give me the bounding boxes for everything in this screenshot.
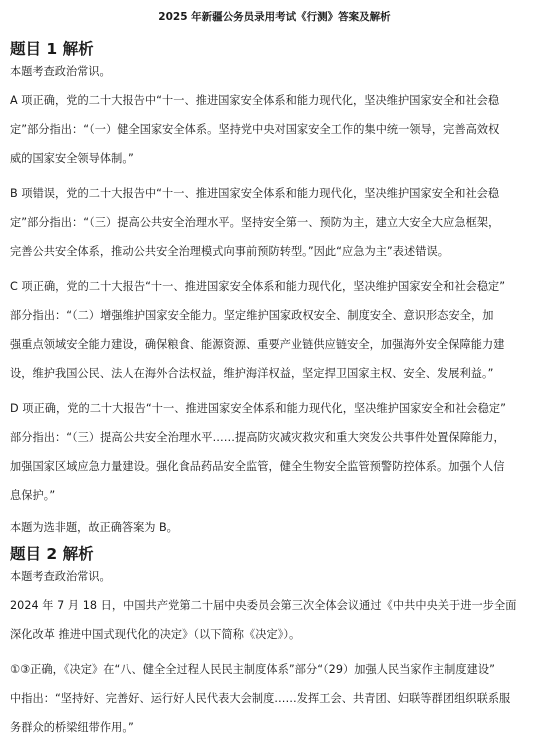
section-heading: 题目 2 解析 [10,545,94,563]
paragraph-line: 定”部分指出：“（一）健全国家安全体系。坚持党中央对国家安全工作的集中统一领导，完善高效权 [10,123,500,136]
document-title: 2025 年新疆公务员录用考试《行测》答案及解析 [158,11,391,23]
paragraph-background [10,591,535,649]
paragraph-line: 完善公共安全体系，推动公共安全治理模式向事前预防转型。”因此“应急为主”表述错误。 [10,245,449,258]
paragraph-line: 深化改革 推进中国式现代化的决定》（以下简称《决定》）。 [10,628,301,641]
paragraph-line: B 项错误，党的二十大报告中“十一、推进国家安全体系和能力现代化，坚决维护国家安全和社会稳 [10,187,500,200]
section-intro: 本题考查政治常识。 [10,65,111,78]
paragraph-option-a [10,86,535,173]
paragraph-line: 加强国家区域应急力量建设。强化食品药品安全监管，健全生物安全监管预警防控体系。加强个人信 [10,460,505,473]
paragraph-option-c [10,272,535,388]
answer-conclusion: 本题为选非题，故正确答案为 B。 [10,521,178,534]
paragraph-line: 设，维护我国公民、法人在海外合法权益，维护海洋权益，坚定捍卫国家主权、安全、发展利益。” [10,367,494,380]
paragraph-line: 2024 年 7 月 18 日，中国共产党第二十届中央委员会第三次全体会议通过《中共中央关于进一步全面 [10,599,517,612]
paragraph-line: A 项正确，党的二十大报告中“十一、推进国家安全体系和能力现代化，坚决维护国家安全和社会稳 [10,94,500,107]
paragraph-line: ①③正确，《决定》在“八、健全全过程人民民主制度体系”部分“（29）加强人民当家作主制度建设” [10,663,495,676]
paragraph-line: 部分指出：“（三）提高公共安全治理水平……提高防灾减灾救灾和重大突发公共事件处置保障能力， [10,431,505,444]
paragraph-line: D 项正确，党的二十大报告“十一、推进国家安全体系和能力现代化，坚决维护国家安全和社会稳定” [10,402,506,415]
section-question-2 [10,543,535,748]
section-question-1 [10,38,535,540]
paragraph-line: 中指出：“坚持好、完善好、运行好人民代表大会制度……发挥工会、共青团、妇联等群团组织联系服 [10,692,511,705]
paragraph-option-d [10,394,535,510]
paragraph-line: C 项正确，党的二十大报告“十一、推进国家安全体系和能力现代化，坚决维护国家安全和社会稳定” [10,280,506,293]
paragraph-line: 定”部分指出：“（三）提高公共安全治理水平。坚持安全第一、预防为主，建立大安全大应急框架， [10,216,500,229]
section-heading: 题目 1 解析 [10,40,94,58]
paragraph-line: 强重点领域安全能力建设，确保粮食、能源资源、重要产业链供应链安全，加强海外安全保障能力建 [10,338,505,351]
paragraph-line: 息保护。” [10,489,56,502]
paragraph-option-1-3 [10,655,535,742]
paragraph-option-b [10,179,535,266]
paragraph-line: 务群众的桥梁纽带作用。” [10,721,134,734]
paragraph-line: 威的国家安全领导体制。” [10,152,134,165]
paragraph-line: 部分指出：“（二）增强维护国家安全能力。坚定维护国家政权安全、制度安全、意识形态安全，加 [10,309,494,322]
section-intro: 本题考查政治常识。 [10,570,111,583]
